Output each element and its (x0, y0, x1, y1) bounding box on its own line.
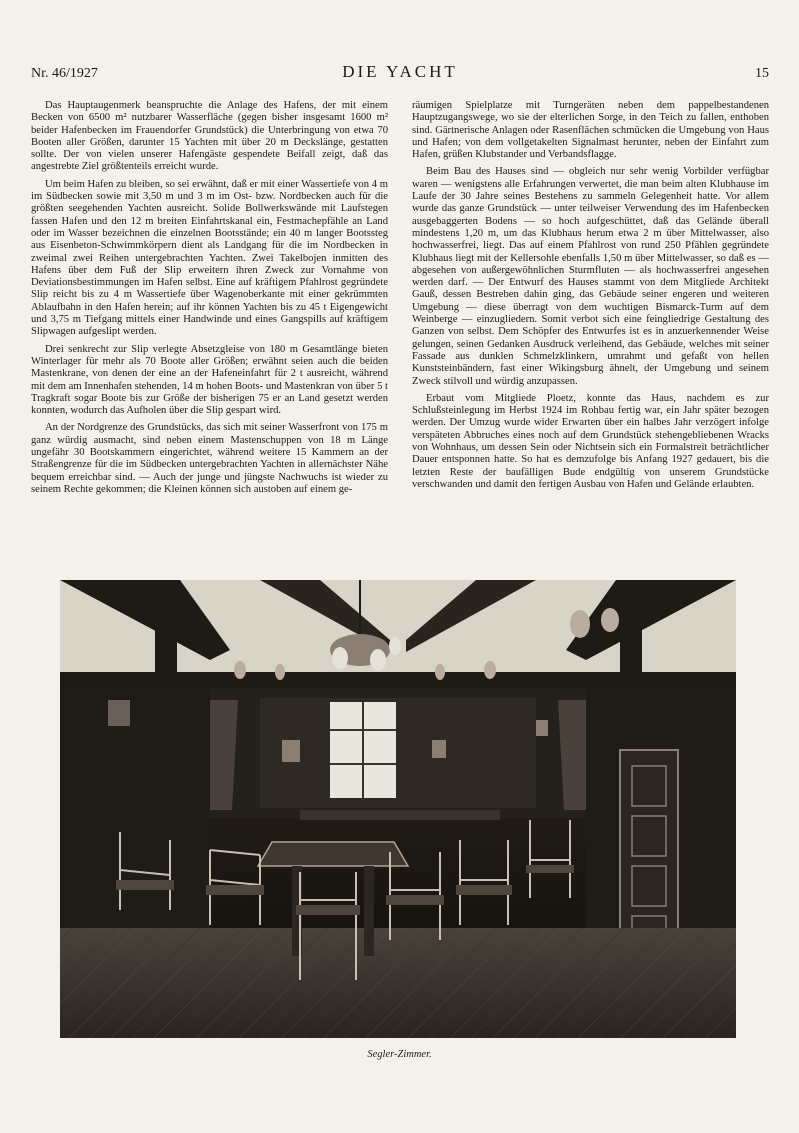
left-column (31, 100, 388, 570)
figure-caption: Segler-Zimmer. (367, 1049, 432, 1060)
paragraph: Drei senkrecht zur Slip verlegte Absetzgleise von 180 m Gesamtlänge bieten Winterlager für mehr als 70 Boote aller Größen; erwähnt seien auch die beiden Mastenkrane, von denen der eine an der Hafeneinfahrt für 2 t ausreicht, während mit dem am Innenhafen stehenden, 14 m hohen Boots- und Mastenkran von über 5 t Tragkraft sogar Boote bis zur Größe der bisherigen 75 er an Land gesetzt werden konnten, wodurch das Aufholen über die Slip gespart wird. (31, 343, 388, 417)
paragraph: Erbaut vom Mitgliede Ploetz, konnte das Haus, nachdem es zur Schlußsteinlegung im Herbst 1924 im Rohbau fertig war, ein Jahr später bezogen werden. Der Umzug wurde wider Erwarten über ein halbes Jahr verzögert infolge verspäteten Abbruches eines noch auf dem Grundstück stehengebliebenen Wracks von Wohnhaus, um dessen Sein oder Nichtsein sich ein Formalstreit beträchtlicher Dauer entsponnen hatte. So hat es demzufolge bis Anfang 1927 gedauert, bis die letzten Reste der baufälligen Bude endgültig von unserem Grundstücke verschwanden und damit den fertigen Ausbau von Hafen und Gelände erlaubten. (412, 392, 769, 490)
paragraph: Um beim Hafen zu bleiben, so sei erwähnt, daß er mit einer Wassertiefe von 4 m im Südbecken sowie mit 3,50 m und 3 m im Ost- bzw. Nordbecken auch für die größten seegehenden Yachten ausreicht. Solide Bollwerkswände mit Laufstegen fassen Hafen und den 12 m breiten Einfahrtskanal ein, Festmachepfähle an Land oder im Wasser bezeichnen die einzelnen Bootsstände; ein 40 m langer Bootssteg aus Eisenbeton-Schwimmkörpern dient als Landgang für die im Nordbecken in zweimal zwei Reihen untergebrachten Yachten. Zwei Takelbojen inmitten des Hafens über dem Fuß der Slip erweitern ihren Zweck zur Vornahme von Deviationsbestimmungen im Hafen selbst. Eine auf kräftigem Pfahlrost gegründete Slip reicht bis zu 4 m Wassertiefe über Wagenoberkante mit einer gekrümmten Ablaufbahn in den Hafen herein; auf ihr können Yachten bis zu 45 t Eigengewicht und 3,75 m Tiefgang mittels einer Handwinde und eines Gangspills auf kräftigem Slipwagen aufgeslipt werden. (31, 178, 388, 338)
photo-illustration (60, 580, 736, 1038)
clubroom-photo-icon (60, 580, 736, 1038)
paragraph: Beim Bau des Hauses sind — obgleich nur sehr wenig Vorbilder verfügbar waren — wenigstens alle Erfahrungen verwertet, die man beim alten Klubhause im Laufe der 30 Jahre seines Bestehens zu sammeln Gelegenheit hatte. Vor allem wurde das ganze Grundstück — unter teilweiser Verwendung des im Hafenbecken ausgebaggerten Bodens — so hoch aufgeschüttet, daß das Gelände überall mindestens 1,20 m, um das Klubhaus herum etwa 2 m über Mittelwasser, also hochwasserfrei, liegt. Das auf einem Pfahlrost von rund 250 Pfählen gegründete Klubhaus liegt mit der Kellersohle ebenfalls 1,50 m über Mittelwasser, so daß es — abgesehen von außergewöhnlichen Sturmfluten — als hochwasserfrei angesehen werden darf. — Der Entwurf des Hauses stammt von dem Mitgliede Architekt Gauß, dessen Bestreben dahin ging, das Gebäude seiner engeren und weiteren Umgebung — diese überragt von dem wuchtigen Bismarck-Turm auf dem Weinberge — einzugliedern. Somit verbot sich eine feingliedrige Gestaltung des Ganzen von selbst. Dem Schöpfer des Entwurfes ist es in anzuerkennender Weise gelungen, seinen Gedanken Ausdruck verleihend, das Gebäude, welches mit seiner Fassade aus dunklen Schmelzklinkern, umrahmt und gefaßt von hellen Kunststeinbändern, fast einer Wikingsburg ähnelt, der Umgebung und seinem Zweck stilvoll und würdig anzupassen. (412, 166, 769, 387)
paragraph: An der Nordgrenze des Grundstücks, das sich mit seiner Wasserfront von 175 m ganz würdig ausmacht, sind neben einem Mastenschuppen von 18 m Länge ungefähr 30 Bootskammern eingerichtet, während weitere 15 Kammern an der Straßengrenze für die im Südbecken untergebrachten Yachten in allernächster Nähe bequem erreichbar sind. — Auch der junge und jüngste Nachwuchs ist wieder zu seinem Rechte gekommen; die Kleinen können sich austoben auf einem ge- (31, 422, 388, 495)
journal-title: DIE YACHT (342, 62, 458, 81)
issue-number: Nr. 46/1927 (31, 66, 98, 81)
right-column (412, 100, 769, 570)
running-header (31, 62, 769, 84)
article-body (31, 100, 769, 570)
paragraph: Das Hauptaugenmerk beanspruchte die Anlage des Hafens, der mit einem Becken von 6500 m² nutzbarer Wasserfläche (gegen bisher insgesamt 1600 m² beider Hafenbecken im Frauendorfer Grundstück) die Unterbringung von etwa 70 Booten aller Größen, darunter 15 Yachten mit über 20 m Deckslänge, gestatten sollte. Der von vielen unserer Hafengäste gespendete Beifall zeigt, daß das angestrebte Ziel größtenteils erreicht wurde. (31, 100, 388, 173)
page-number: 15 (755, 66, 769, 81)
paragraph: räumigen Spielplatze mit Turngeräten neben dem pappelbestandenen Hauptzugangswege, wo sie der elterlichen Sorge, in den Teich zu fallen, enthoben sind. Gärtnerische Anlagen oder Rasenflächen schmücken die Umgebung von Haus und Hafen; von dem vollgetakelten Signalmast herunter, neben der Einfahrt zum Hafen, grüßen Klubstander und Verbandsflagge. (412, 100, 769, 161)
